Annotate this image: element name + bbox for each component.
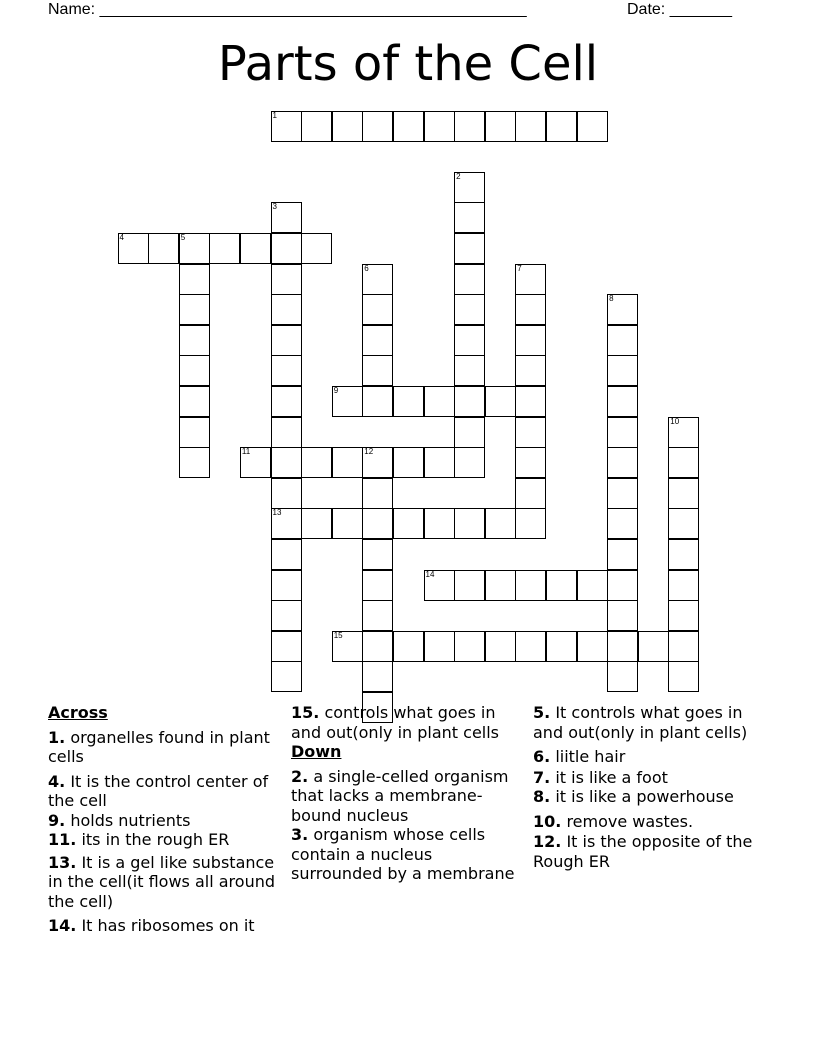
grid-cell[interactable]	[546, 631, 577, 662]
grid-cell[interactable]	[485, 508, 516, 539]
grid-cell[interactable]	[393, 631, 424, 662]
clue-across-13: 13. It is a gel like substance in the cell(it flows all around the cell)	[48, 852, 276, 911]
clue-down-8: 8. it is like a powerhouse	[533, 787, 734, 806]
grid-cell[interactable]	[362, 478, 393, 509]
clue-down-5: 5. It controls what goes in and out(only in plant cells)	[533, 703, 748, 742]
grid-cell[interactable]	[301, 111, 332, 142]
clue-number: 12	[364, 447, 374, 457]
grid-cell[interactable]	[271, 417, 302, 448]
clue-number: 4	[119, 232, 124, 242]
grid-cell[interactable]	[668, 417, 699, 448]
grid-cell[interactable]	[607, 325, 638, 356]
clue-number: 7	[517, 263, 522, 273]
grid-cell[interactable]	[607, 417, 638, 448]
grid-cell[interactable]	[362, 570, 393, 601]
grid-cell[interactable]	[271, 478, 302, 509]
grid-cell[interactable]	[271, 661, 302, 692]
grid-cell[interactable]	[454, 386, 485, 417]
name-field-label: Name: ________________________________________________	[48, 1, 527, 18]
grid-cell[interactable]	[607, 447, 638, 478]
grid-cell[interactable]	[515, 508, 546, 539]
grid-cell[interactable]	[424, 386, 455, 417]
grid-cell[interactable]	[546, 111, 577, 142]
grid-cell[interactable]	[271, 631, 302, 662]
clue-down-3: 3. organism whose cells contain a nucleus surrounded by a membrane	[291, 825, 515, 883]
grid-cell[interactable]	[607, 478, 638, 509]
grid-cell[interactable]	[638, 631, 669, 662]
grid-cell[interactable]	[179, 447, 210, 478]
grid-cell[interactable]	[454, 325, 485, 356]
grid-cell[interactable]	[424, 570, 455, 601]
grid-cell[interactable]	[577, 570, 608, 601]
grid-cell[interactable]	[607, 661, 638, 692]
clue-across-15: 15. controls what goes in and out(only in plant cells	[291, 703, 500, 742]
clue-number: 2	[456, 171, 461, 181]
grid-cell[interactable]	[546, 570, 577, 601]
grid-cell[interactable]	[271, 508, 302, 539]
clue-number: 9	[333, 385, 339, 395]
grid-cell[interactable]	[301, 233, 332, 264]
clue-across-9: 9. holds nutrients	[48, 810, 191, 830]
grid-cell[interactable]	[209, 233, 240, 264]
grid-cell[interactable]	[362, 264, 393, 295]
grid-cell[interactable]	[515, 631, 546, 662]
grid-cell[interactable]	[332, 508, 363, 539]
clue-column-1	[48, 703, 284, 936]
grid-cell[interactable]	[332, 386, 363, 417]
grid-cell[interactable]	[362, 631, 393, 662]
grid-cell[interactable]	[515, 111, 546, 142]
grid-cell[interactable]	[607, 294, 638, 325]
grid-cell[interactable]	[271, 233, 302, 264]
page-title: Parts of the Cell	[217, 36, 599, 92]
grid-cell[interactable]	[454, 111, 485, 142]
clue-across-4: 4. It is the control center of the cell	[48, 771, 269, 810]
grid-cell[interactable]	[271, 294, 302, 325]
grid-cell[interactable]	[179, 325, 210, 356]
clue-down-2: 2. a single-celled organism that lacks a membrane-bound nucleus	[291, 766, 509, 825]
grid-cell[interactable]	[607, 600, 638, 631]
grid-cell[interactable]	[515, 264, 546, 295]
clue-down-10: 10. remove wastes.	[533, 811, 694, 831]
grid-cell[interactable]	[362, 386, 393, 417]
grid-cell[interactable]	[362, 539, 393, 570]
clue-across-14: 14. It has ribosomes on it	[48, 916, 255, 935]
grid-cell[interactable]	[271, 600, 302, 631]
grid-cell[interactable]	[424, 447, 455, 478]
grid-cell[interactable]	[607, 631, 638, 662]
grid-cell[interactable]	[485, 631, 516, 662]
grid-cell[interactable]	[271, 355, 302, 386]
grid-cell[interactable]	[668, 508, 699, 539]
clue-number: 5	[180, 232, 186, 242]
grid-cell[interactable]	[362, 661, 393, 692]
clue-number: 13	[272, 508, 282, 518]
grid-cell[interactable]	[424, 508, 455, 539]
grid-cell[interactable]	[454, 570, 485, 601]
grid-cell[interactable]	[668, 570, 699, 601]
clue-number: 10	[670, 416, 680, 426]
grid-cell[interactable]	[332, 631, 363, 662]
grid-cell[interactable]	[454, 631, 485, 662]
grid-cell[interactable]	[454, 202, 485, 233]
clue-down-7: 7. it is like a foot	[533, 767, 668, 787]
grid-cell[interactable]	[454, 264, 485, 295]
grid-cell[interactable]	[515, 417, 546, 448]
grid-cell[interactable]	[271, 447, 302, 478]
grid-cell[interactable]	[454, 294, 485, 325]
grid-cell[interactable]	[362, 447, 393, 478]
grid-cell[interactable]	[179, 294, 210, 325]
grid-cell[interactable]	[362, 508, 393, 539]
grid-cell[interactable]	[454, 447, 485, 478]
grid-cell[interactable]	[240, 233, 271, 264]
clue-number: 14	[425, 569, 435, 579]
grid-cell[interactable]	[577, 111, 608, 142]
grid-cell[interactable]	[362, 600, 393, 631]
grid-cell[interactable]	[515, 478, 546, 509]
grid-cell[interactable]	[393, 386, 424, 417]
clue-number: 3	[272, 202, 277, 212]
grid-cell[interactable]	[668, 661, 699, 692]
grid-cell[interactable]	[668, 478, 699, 509]
grid-cell[interactable]	[668, 447, 699, 478]
clue-column-3	[533, 703, 769, 871]
grid-cell[interactable]	[179, 355, 210, 386]
grid-cell[interactable]	[393, 508, 424, 539]
grid-cell[interactable]	[179, 233, 210, 264]
grid-cell[interactable]	[607, 508, 638, 539]
grid-cell[interactable]	[332, 447, 363, 478]
grid-cell[interactable]	[301, 447, 332, 478]
grid-cell[interactable]	[240, 447, 271, 478]
clue-down-12: 12. It is the opposite of the Rough ER	[533, 832, 753, 871]
grid-cell[interactable]	[577, 631, 608, 662]
grid-cell[interactable]	[118, 233, 149, 264]
grid-cell[interactable]	[485, 111, 516, 142]
clue-number: 6	[364, 263, 369, 273]
grid-cell[interactable]	[393, 447, 424, 478]
grid-cell[interactable]	[271, 202, 302, 233]
date-field-label: Date: _______	[627, 1, 732, 18]
grid-cell[interactable]	[454, 172, 485, 203]
grid-cell[interactable]	[454, 508, 485, 539]
grid-cell[interactable]	[424, 631, 455, 662]
grid-cell[interactable]	[362, 294, 393, 325]
grid-cell[interactable]	[362, 355, 393, 386]
grid-cell[interactable]	[485, 570, 516, 601]
down-heading: Down	[291, 742, 342, 761]
grid-cell[interactable]	[607, 570, 638, 601]
grid-cell[interactable]	[271, 325, 302, 356]
grid-cell[interactable]	[393, 111, 424, 142]
grid-cell[interactable]	[668, 539, 699, 570]
grid-cell[interactable]	[148, 233, 179, 264]
clue-across-1: 1. organelles found in plant cells	[48, 727, 270, 766]
grid-cell[interactable]	[271, 386, 302, 417]
grid-cell[interactable]	[515, 325, 546, 356]
clue-number: 15	[333, 630, 343, 640]
clue-down-6: 6. liitle hair	[533, 747, 626, 766]
clue-number: 1	[272, 110, 277, 120]
clue-number: 11	[241, 447, 251, 457]
grid-cell[interactable]	[271, 570, 302, 601]
grid-cell[interactable]	[454, 355, 485, 386]
grid-cell[interactable]	[485, 386, 516, 417]
grid-cell[interactable]	[607, 539, 638, 570]
grid-cell[interactable]	[362, 325, 393, 356]
grid-cell[interactable]	[515, 447, 546, 478]
grid-cell[interactable]	[515, 294, 546, 325]
clue-number: 8	[609, 294, 614, 304]
across-heading: Across	[48, 703, 108, 722]
grid-cell[interactable]	[271, 264, 302, 295]
grid-cell[interactable]	[179, 386, 210, 417]
grid-cell[interactable]	[301, 508, 332, 539]
grid-cell[interactable]	[515, 355, 546, 386]
grid-cell[interactable]	[271, 539, 302, 570]
grid-cell[interactable]	[668, 631, 699, 662]
grid-cell[interactable]	[332, 111, 363, 142]
grid-cell[interactable]	[424, 111, 455, 142]
grid-cell[interactable]	[362, 111, 393, 142]
grid-cell[interactable]	[271, 111, 302, 142]
grid-cell[interactable]	[454, 233, 485, 264]
grid-cell[interactable]	[454, 417, 485, 448]
clue-column-2	[291, 703, 527, 884]
grid-cell[interactable]	[668, 600, 699, 631]
grid-cell[interactable]	[179, 417, 210, 448]
grid-cell[interactable]	[179, 264, 210, 295]
grid-cell[interactable]	[607, 386, 638, 417]
grid-cell[interactable]	[515, 570, 546, 601]
grid-cell[interactable]	[515, 386, 546, 417]
clue-across-11: 11. its in the rough ER	[48, 830, 230, 849]
grid-cell[interactable]	[607, 355, 638, 386]
